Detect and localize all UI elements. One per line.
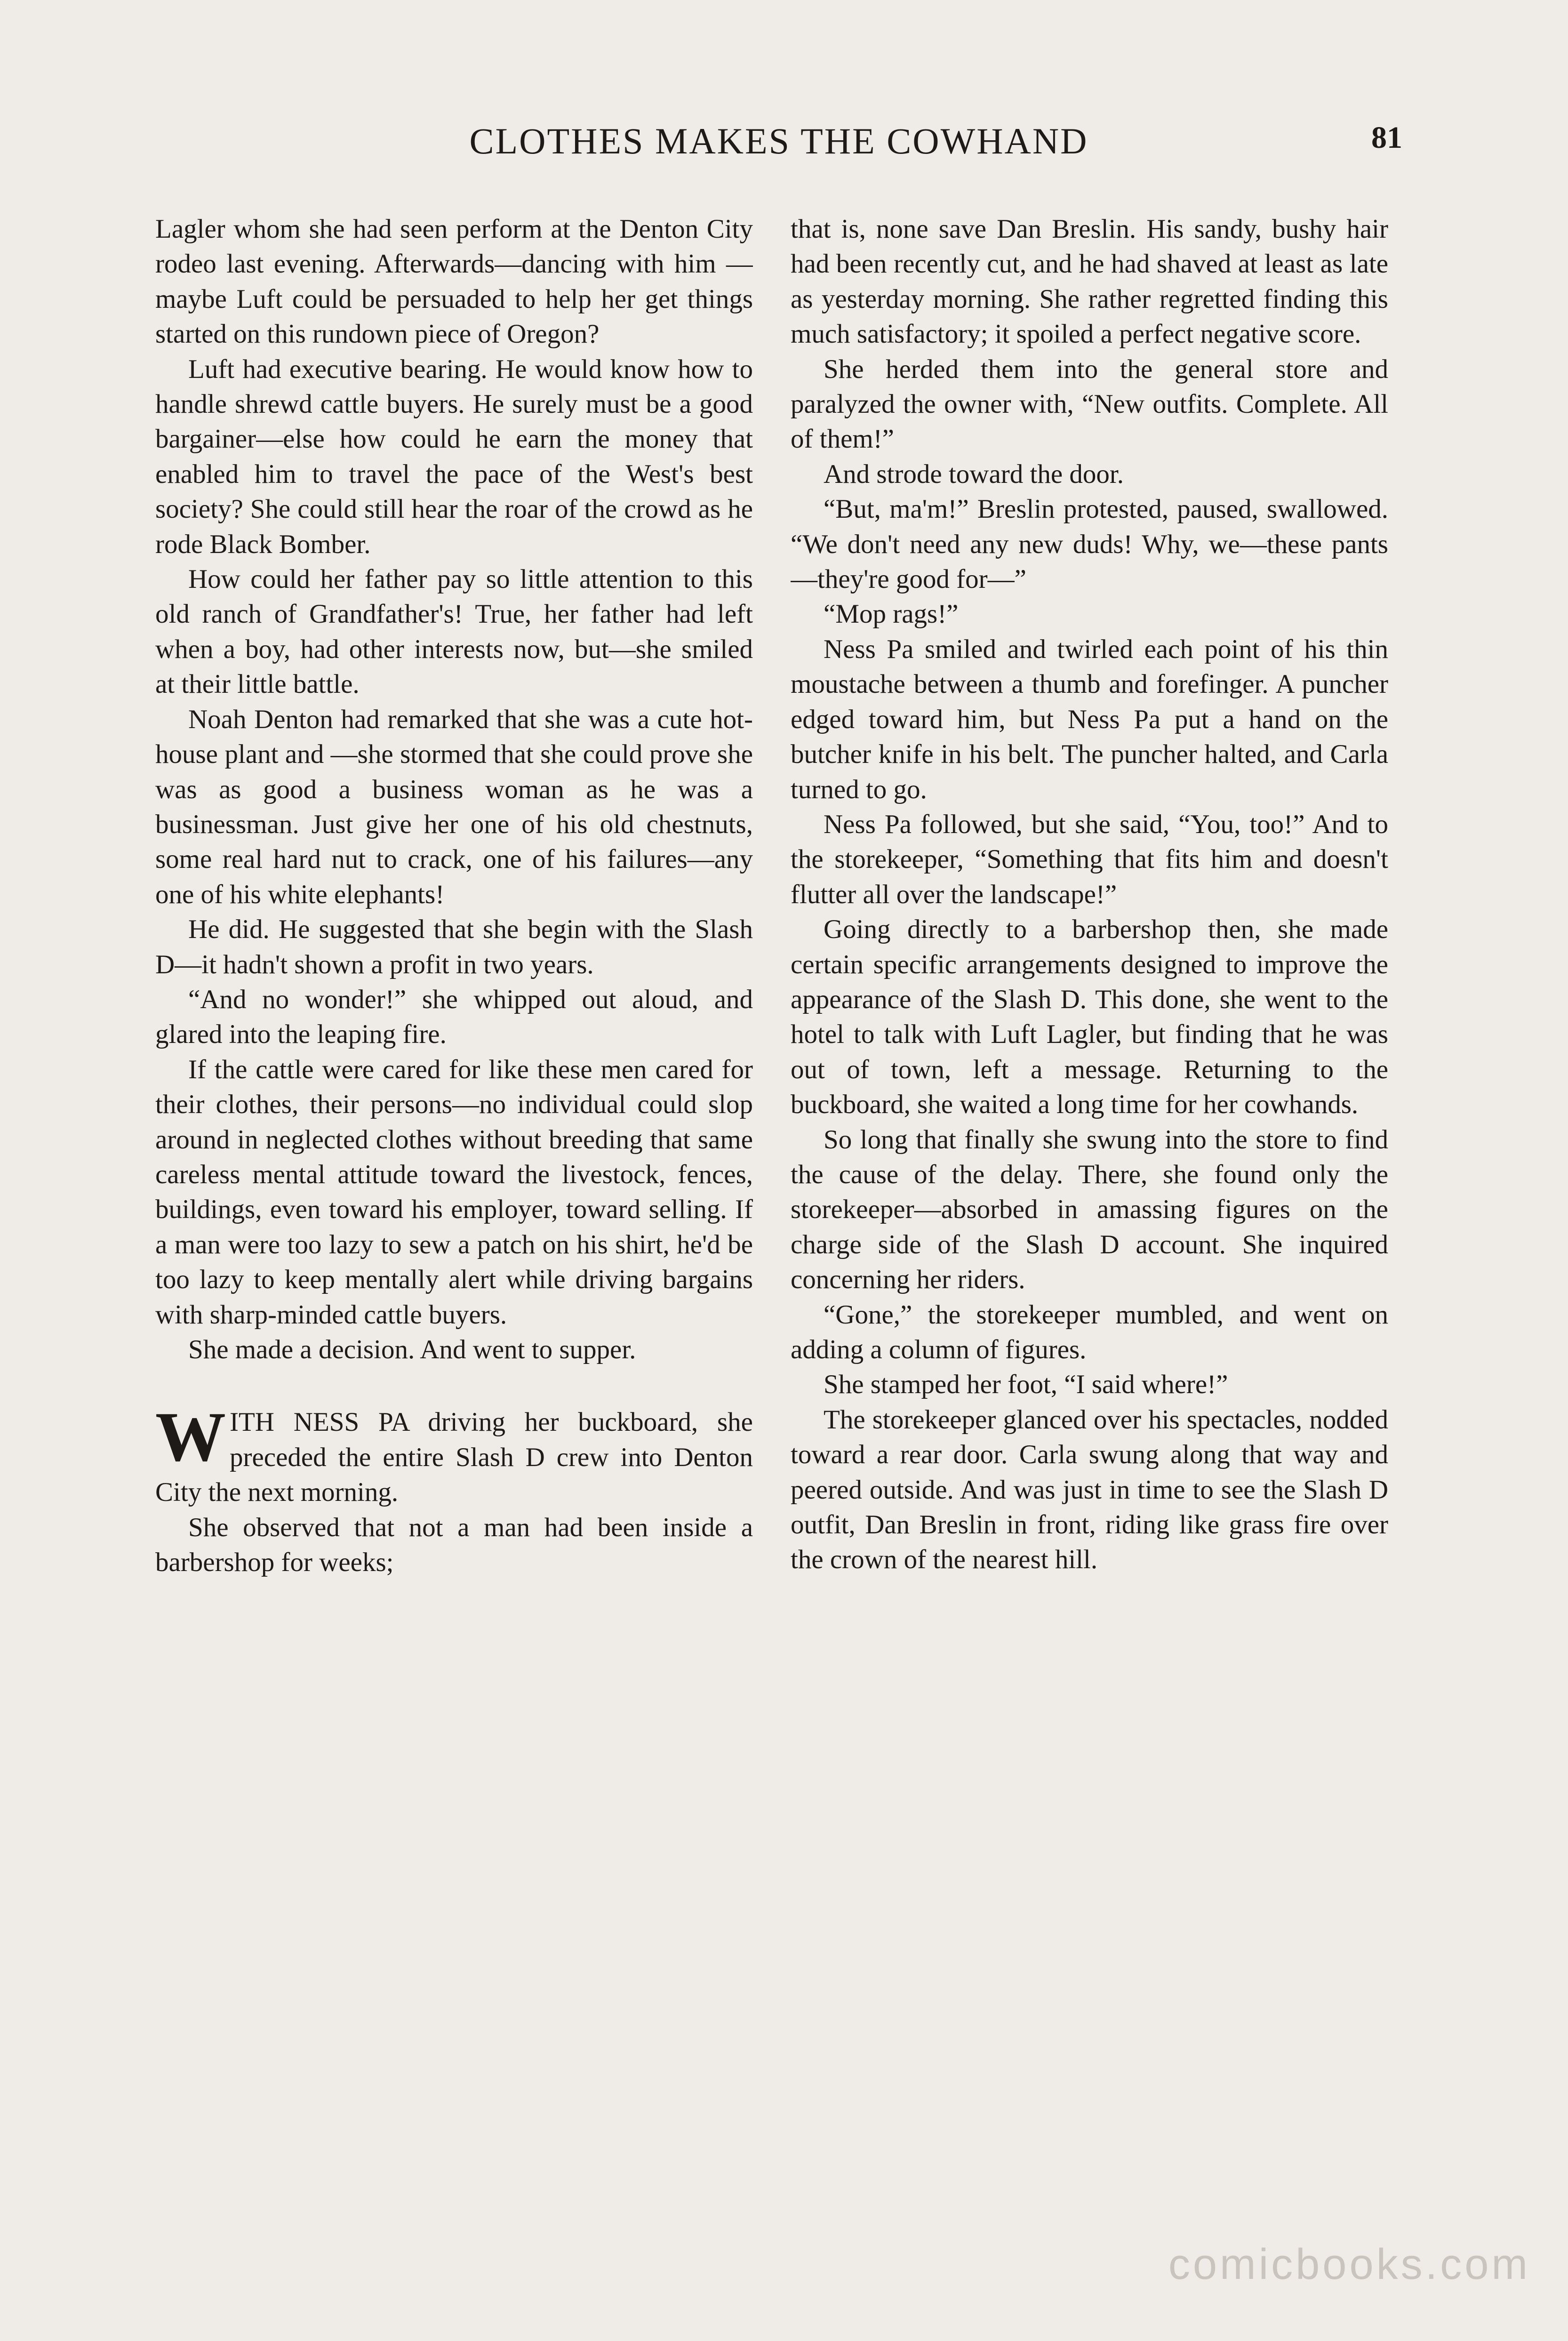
paragraph: “But, ma'm!” Breslin protested, paused, swallowed. “We don't need any new duds! Why, we—these pants—they're good for—”	[791, 494, 1388, 594]
paragraph: Noah Denton had remarked that she was a cute hot-house plant and —she stormed that she could prove she was as good a business woman as he was a businessman. Just give her one of his old chestnuts, some real hard nut to crack, one of his failures—any one of his white elephants!	[155, 704, 753, 909]
section-break	[155, 1367, 753, 1405]
left-column	[155, 212, 753, 2212]
paragraph: She herded them into the general store and paralyzed the owner with, “New outfits. Complete. All of them!”	[791, 354, 1388, 454]
paragraph: Ness Pa followed, but she said, “You, too!” And to the storekeeper, “Something that fits him and doesn't flutter all over the landscape!”	[791, 809, 1388, 909]
paragraph: And strode toward the door.	[824, 459, 1124, 489]
paragraph: She made a decision. And went to supper.	[188, 1335, 636, 1364]
paragraph: How could her father pay so little attention to this old ranch of Grandfather's! True, her father had left when a boy, had other interests now, but—she smiled at their little battle.	[155, 564, 753, 699]
paragraph: “Mop rags!”	[824, 599, 959, 629]
text-columns	[155, 212, 1402, 2212]
page-number: 81	[1371, 120, 1402, 155]
paragraph: that is, none save Dan Breslin. His sandy, bushy hair had been recently cut, and he had shaved at least as late as yesterday morning. She rather regretted finding this much satisfactory; it spoiled a perfect negative score.	[791, 214, 1388, 349]
paragraph: “And no wonder!” she whipped out aloud, and glared into the leaping fire.	[155, 984, 753, 1050]
paragraph: So long that finally she swung into the store to find the cause of the delay. There, she found only the storekeeper—absorbed in amassing figures on the charge side of the Slash D account. She inquired concerning her riders.	[791, 1124, 1388, 1295]
paragraph: She observed that not a man had been inside a barbershop for weeks;	[155, 1512, 753, 1578]
paragraph: Lagler whom she had seen perform at the Denton City rodeo last evening. Afterwards—dancing with him —maybe Luft could be persuaded to help her get things started on this rundown piece of Oregon?	[155, 214, 753, 349]
paragraph: Luft had executive bearing. He would know how to handle shrewd cattle buyers. He surely must be a good bargainer—else how could he earn the money that enabled him to travel the pace of the West's best society? She could still hear the roar of the crowd as he rode Black Bomber.	[155, 354, 753, 559]
paragraph: “Gone,” the storekeeper mumbled, and went on adding a column of figures.	[791, 1299, 1388, 1364]
paragraph: If the cattle were cared for like these men cared for their clothes, their persons—no individual could slop around in neglected clothes without breeding that same careless mental attitude toward the livestock, fences, buildings, even toward his employer, toward selling. If a man were too lazy to sew a patch on his shirt, he'd be too lazy to keep mentally alert while driving bargains with sharp-minded cattle buyers.	[155, 1054, 753, 1330]
page-header	[155, 120, 1402, 172]
paragraph: The storekeeper glanced over his spectacles, nodded toward a rear door. Carla swung along that way and peered outside. And was just in time to see the Slash D outfit, Dan Breslin in front, riding like grass fire over the crown of the nearest hill.	[791, 1404, 1388, 1575]
drop-cap: W	[155, 1398, 226, 1476]
paragraph: She stamped her foot, “I said where!”	[824, 1370, 1228, 1400]
paragraph: He did. He suggested that she begin with the Slash D—it hadn't shown a profit in two years.	[155, 914, 753, 979]
section-opening-paragraph	[155, 1398, 753, 1510]
right-column	[791, 212, 1388, 2212]
watermark: comicbooks.com	[1168, 2240, 1530, 2288]
section-opening-text: ITH NESS PA driving her buckboard, she preceded the entire Slash D crew into Denton City the next morning.	[155, 1407, 753, 1507]
paragraph: Ness Pa smiled and twirled each point of his thin moustache between a thumb and forefinger. A puncher edged toward him, but Ness Pa put a hand on the butcher knife in his belt. The puncher halted, and Carla turned to go.	[791, 634, 1388, 804]
paragraph: Going directly to a barbershop then, she made certain specific arrangements designed to improve the appearance of the Slash D. This done, she went to the hotel to talk with Luft Lagler, but finding that he was out of town, left a message. Returning to the buckboard, she waited a long time for her cowhands.	[791, 914, 1388, 1120]
running-title: CLOTHES MAKES THE COWHAND	[469, 120, 1088, 161]
